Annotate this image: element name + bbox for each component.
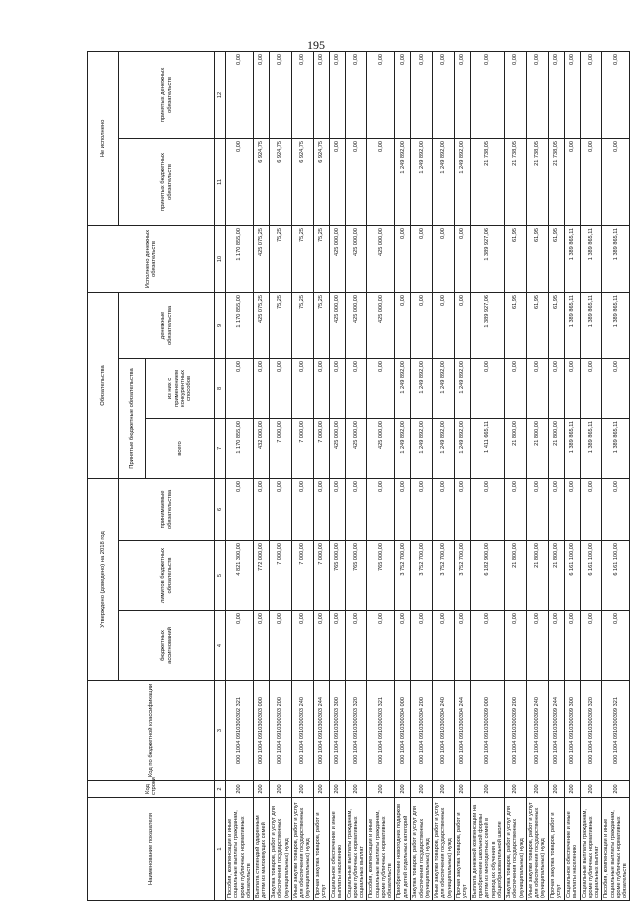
row-value-cell-c12: 0,00 — [345, 51, 367, 138]
row-value-cell-c6: 0,00 — [433, 478, 455, 540]
row-value-cell-c8: 1 249 892,00 — [395, 358, 411, 418]
row-line-code-cell: 200 — [345, 781, 367, 798]
header-name: Наименование показателя — [88, 798, 215, 901]
row-name-cell: Прочая закупка товаров, работ и услуг — [454, 798, 470, 901]
row-value-cell-c11: 0,00 — [329, 138, 345, 225]
row-value-cell-c7: 1 389 865,11 — [602, 418, 630, 478]
row-value-cell-c9: 0,00 — [454, 292, 470, 358]
row-value-cell-c8: 0,00 — [602, 358, 630, 418]
row-line-code-cell: 200 — [226, 781, 254, 798]
column-number-cell: 3 — [215, 681, 226, 781]
row-value-cell-c7: 425 000,00 — [367, 418, 395, 478]
row-value-cell-c11: 1 249 892,00 — [433, 138, 455, 225]
row-value-cell-c7: 7 000,00 — [313, 418, 329, 478]
row-value-cell-c10: 61,95 — [548, 225, 564, 292]
row-value-cell-c7: 21 800,00 — [505, 418, 527, 478]
row-value-cell-c7: 21 800,00 — [526, 418, 548, 478]
table-row — [505, 51, 527, 900]
row-budget-code-cell: 000 1004 0910300309 000 — [470, 681, 504, 781]
table-row — [345, 51, 367, 900]
row-value-cell-c4: 0,00 — [580, 611, 602, 681]
row-value-cell-c12: 0,00 — [602, 51, 630, 138]
header-nf-budget-obligations: принятых бюджетных обязательств — [119, 138, 215, 225]
row-value-cell-c10: 1 389 865,11 — [602, 225, 630, 292]
row-name-cell: Прочая закупка товаров, работ и услуг — [313, 798, 329, 901]
row-value-cell-c10: 0,00 — [411, 225, 433, 292]
table-row — [454, 51, 470, 900]
row-value-cell-c5: 6 161 100,00 — [602, 541, 630, 611]
row-value-cell-c12: 0,00 — [454, 51, 470, 138]
table-row — [329, 51, 345, 900]
header-total: всего — [146, 418, 215, 478]
row-value-cell-c9: 61,95 — [526, 292, 548, 358]
row-value-cell-c7: 21 800,00 — [548, 418, 564, 478]
row-value-cell-c7: 1 249 892,00 — [433, 418, 455, 478]
row-value-cell-c11: 6 924,75 — [254, 138, 270, 225]
row-name-cell: Закупка товаров, работ и услуг для обеспечения государственных (муниципальных) нужд — [411, 798, 433, 901]
row-value-cell-c6: 0,00 — [367, 478, 395, 540]
row-name-cell: Социальное обеспечение и иные выплаты населению — [564, 798, 580, 901]
row-line-code-cell: 200 — [470, 781, 504, 798]
row-line-code-cell: 200 — [564, 781, 580, 798]
table-row — [254, 51, 270, 900]
row-value-cell-c5: 765 000,00 — [367, 541, 395, 611]
row-value-cell-c8: 0,00 — [313, 358, 329, 418]
row-value-cell-c6: 0,00 — [345, 478, 367, 540]
row-line-code-cell: 200 — [602, 781, 630, 798]
row-value-cell-c11: 21 738,05 — [470, 138, 504, 225]
row-name-cell: Социальные выплаты гражданам, кроме публичных нормативных социальных выплат — [345, 798, 367, 901]
row-name-cell: Выплата стипендий одаренным детям из малоимущих семей — [254, 798, 270, 901]
table-row — [226, 51, 254, 900]
header-obligations-group: Обязательства — [88, 292, 119, 478]
row-value-cell-c5: 7 000,00 — [291, 541, 313, 611]
row-value-cell-c7: 425 000,00 — [329, 418, 345, 478]
row-value-cell-c5: 3 752 700,00 — [454, 541, 470, 611]
row-value-cell-c5: 21 800,00 — [505, 541, 527, 611]
row-value-cell-c6: 0,00 — [329, 478, 345, 540]
row-value-cell-c12: 0,00 — [505, 51, 527, 138]
row-line-code-cell: 200 — [548, 781, 564, 798]
row-value-cell-c8: 0,00 — [564, 358, 580, 418]
budget-execution-table — [87, 51, 630, 901]
row-value-cell-c7: 7 000,00 — [291, 418, 313, 478]
row-value-cell-c8: 0,00 — [270, 358, 292, 418]
row-value-cell-c12: 0,00 — [526, 51, 548, 138]
column-number-cell: 1 — [215, 798, 226, 901]
header-accepted-obligations: принимаемые обязательства — [119, 478, 215, 540]
row-value-cell-c7: 425 000,00 — [345, 418, 367, 478]
row-value-cell-c9: 1 389 865,11 — [564, 292, 580, 358]
header-approved-group: Утверждено (доведено) на 2018 год — [88, 478, 119, 680]
row-name-cell: Иные закупки товаров, работ и услуг для обеспечения государственных (муниципальных) нужд — [433, 798, 455, 901]
row-value-cell-c4: 0,00 — [470, 611, 504, 681]
row-budget-code-cell: 000 1004 0910300303 320 — [345, 681, 367, 781]
row-value-cell-c6: 0,00 — [470, 478, 504, 540]
column-numbers-row — [215, 51, 226, 900]
row-value-cell-c6: 0,00 — [548, 478, 564, 540]
row-value-cell-c8: 0,00 — [226, 358, 254, 418]
row-value-cell-c12: 0,00 — [395, 51, 411, 138]
row-value-cell-c6: 0,00 — [270, 478, 292, 540]
row-budget-code-cell: 000 1004 0910300303 000 — [254, 681, 270, 781]
row-value-cell-c6: 0,00 — [505, 478, 527, 540]
row-value-cell-c8: 0,00 — [505, 358, 527, 418]
row-value-cell-c11: 0,00 — [367, 138, 395, 225]
header-limits: лимитов бюджетных обязательств — [119, 541, 215, 611]
row-value-cell-c12: 0,00 — [291, 51, 313, 138]
row-value-cell-c9: 75,25 — [270, 292, 292, 358]
row-value-cell-c4: 0,00 — [505, 611, 527, 681]
row-value-cell-c4: 0,00 — [291, 611, 313, 681]
row-budget-code-cell: 000 1004 0910300303 321 — [367, 681, 395, 781]
row-value-cell-c5: 21 800,00 — [548, 541, 564, 611]
row-budget-code-cell: 000 1004 0910300304 200 — [411, 681, 433, 781]
row-value-cell-c6: 0,00 — [454, 478, 470, 540]
row-value-cell-c12: 0,00 — [433, 51, 455, 138]
row-value-cell-c11: 1 249 892,00 — [411, 138, 433, 225]
rotated-table-content — [87, 53, 628, 901]
table-row — [526, 51, 548, 900]
row-value-cell-c11: 6 924,75 — [270, 138, 292, 225]
table-row — [580, 51, 602, 900]
column-number-cell: 9 — [215, 292, 226, 358]
row-value-cell-c9: 75,25 — [291, 292, 313, 358]
row-budget-code-cell: 000 1004 0910300303 300 — [329, 681, 345, 781]
row-budget-code-cell: 000 1004 0910300303 244 — [313, 681, 329, 781]
table-body — [226, 51, 630, 900]
row-value-cell-c7: 1 411 665,11 — [470, 418, 504, 478]
row-value-cell-c4: 0,00 — [313, 611, 329, 681]
row-budget-code-cell: 000 1004 0910300302 321 — [226, 681, 254, 781]
row-value-cell-c5: 4 821 300,00 — [226, 541, 254, 611]
row-value-cell-c7: 1 249 892,00 — [395, 418, 411, 478]
row-value-cell-c11: 21 738,05 — [548, 138, 564, 225]
row-value-cell-c7: 1 249 892,00 — [411, 418, 433, 478]
row-value-cell-c9: 0,00 — [433, 292, 455, 358]
page-number: 195 — [307, 38, 325, 52]
row-line-code-cell: 200 — [454, 781, 470, 798]
row-value-cell-c5: 21 800,00 — [526, 541, 548, 611]
row-value-cell-c9: 425 075,25 — [254, 292, 270, 358]
row-line-code-cell: 200 — [367, 781, 395, 798]
row-value-cell-c8: 0,00 — [345, 358, 367, 418]
row-line-code-cell: 200 — [411, 781, 433, 798]
row-value-cell-c9: 425 000,00 — [329, 292, 345, 358]
row-value-cell-c5: 3 752 700,00 — [395, 541, 411, 611]
row-value-cell-c4: 0,00 — [411, 611, 433, 681]
row-name-cell: Иные закупки товаров, работ и услуг для обеспечения государственных (муниципальных) нужд — [291, 798, 313, 901]
row-value-cell-c11: 1 249 892,00 — [454, 138, 470, 225]
row-value-cell-c12: 0,00 — [470, 51, 504, 138]
row-value-cell-c4: 0,00 — [395, 611, 411, 681]
row-value-cell-c6: 0,00 — [254, 478, 270, 540]
row-value-cell-c10: 1 389 865,11 — [564, 225, 580, 292]
row-value-cell-c10: 425 075,25 — [254, 225, 270, 292]
row-value-cell-c10: 425 000,00 — [329, 225, 345, 292]
column-number-cell: 11 — [215, 138, 226, 225]
row-value-cell-c8: 0,00 — [254, 358, 270, 418]
row-value-cell-c10: 425 000,00 — [345, 225, 367, 292]
row-value-cell-c6: 0,00 — [313, 478, 329, 540]
row-value-cell-c10: 61,95 — [505, 225, 527, 292]
row-value-cell-c9: 1 170 855,00 — [226, 292, 254, 358]
row-value-cell-c4: 0,00 — [226, 611, 254, 681]
row-value-cell-c6: 0,00 — [602, 478, 630, 540]
table-row — [313, 51, 329, 900]
row-line-code-cell: 200 — [526, 781, 548, 798]
row-name-cell: Иные закупки товаров, работ и услуг для обеспечения государственных (муниципальных) нужд — [526, 798, 548, 901]
row-name-cell: Пособия, компенсации и иные социальные выплаты гражданам, кроме публичных нормативных обязательств — [226, 798, 254, 901]
row-value-cell-c4: 0,00 — [548, 611, 564, 681]
row-value-cell-c10: 75,25 — [291, 225, 313, 292]
row-value-cell-c5: 6 161 100,00 — [564, 541, 580, 611]
row-value-cell-c6: 0,00 — [564, 478, 580, 540]
row-value-cell-c7: 1 389 865,11 — [580, 418, 602, 478]
row-value-cell-c12: 0,00 — [254, 51, 270, 138]
row-name-cell: Закупка товаров, работ и услуг для обеспечения государственных (муниципальных) нужд — [505, 798, 527, 901]
row-value-cell-c5: 6 182 900,00 — [470, 541, 504, 611]
row-value-cell-c12: 0,00 — [329, 51, 345, 138]
row-value-cell-c10: 1 170 855,00 — [226, 225, 254, 292]
column-number-cell: 10 — [215, 225, 226, 292]
row-value-cell-c7: 432 000,00 — [254, 418, 270, 478]
row-line-code-cell: 200 — [291, 781, 313, 798]
row-value-cell-c4: 0,00 — [329, 611, 345, 681]
row-budget-code-cell: 000 1004 0910300309 321 — [602, 681, 630, 781]
row-value-cell-c6: 0,00 — [291, 478, 313, 540]
table-row — [433, 51, 455, 900]
row-name-cell: Прочая закупка товаров, работ и услуг — [548, 798, 564, 901]
row-value-cell-c12: 0,00 — [411, 51, 433, 138]
row-budget-code-cell: 000 1004 0910300309 200 — [505, 681, 527, 781]
header-accepted-budget-obligations: Принятые бюджетные обязательства — [119, 358, 146, 478]
row-name-cell: Приобретение новогодних подарков для детей отдельных категорий — [395, 798, 411, 901]
row-value-cell-c8: 1 249 892,00 — [433, 358, 455, 418]
row-value-cell-c12: 0,00 — [548, 51, 564, 138]
row-value-cell-c10: 75,25 — [313, 225, 329, 292]
row-value-cell-c5: 7 000,00 — [270, 541, 292, 611]
column-number-cell: 4 — [215, 611, 226, 681]
row-value-cell-c12: 0,00 — [564, 51, 580, 138]
row-budget-code-cell: 000 1004 0910300304 000 — [395, 681, 411, 781]
row-value-cell-c7: 7 000,00 — [270, 418, 292, 478]
row-value-cell-c5: 7 000,00 — [313, 541, 329, 611]
row-value-cell-c8: 0,00 — [367, 358, 395, 418]
row-value-cell-c10: 1 389 865,11 — [580, 225, 602, 292]
row-value-cell-c10: 1 389 927,06 — [470, 225, 504, 292]
row-line-code-cell: 200 — [433, 781, 455, 798]
column-number-cell: 5 — [215, 541, 226, 611]
column-number-cell: 12 — [215, 51, 226, 138]
table-row — [411, 51, 433, 900]
row-value-cell-c5: 6 161 100,00 — [580, 541, 602, 611]
row-value-cell-c11: 0,00 — [580, 138, 602, 225]
row-value-cell-c10: 425 000,00 — [367, 225, 395, 292]
row-value-cell-c4: 0,00 — [433, 611, 455, 681]
table-row — [548, 51, 564, 900]
row-name-cell: Пособия, компенсации и иные социальные выплаты гражданам, кроме публичных нормативных обязательств — [367, 798, 395, 901]
row-value-cell-c4: 0,00 — [270, 611, 292, 681]
header-not-fulfilled-group: Не исполнено — [88, 51, 119, 225]
row-value-cell-c9: 0,00 — [395, 292, 411, 358]
row-budget-code-cell: 000 1004 0910300309 244 — [548, 681, 564, 781]
column-number-cell: 7 — [215, 418, 226, 478]
table-row — [367, 51, 395, 900]
header-budget-allocations: бюджетных ассигнований — [119, 611, 215, 681]
row-value-cell-c8: 1 249 892,00 — [411, 358, 433, 418]
table-row — [602, 51, 630, 900]
row-value-cell-c6: 0,00 — [580, 478, 602, 540]
row-value-cell-c6: 0,00 — [526, 478, 548, 540]
row-value-cell-c8: 0,00 — [580, 358, 602, 418]
row-value-cell-c12: 0,00 — [313, 51, 329, 138]
header-line-code: Код строки — [88, 781, 215, 798]
row-budget-code-cell: 000 1004 0910300309 240 — [526, 681, 548, 781]
row-value-cell-c4: 0,00 — [602, 611, 630, 681]
row-value-cell-c8: 0,00 — [470, 358, 504, 418]
row-value-cell-c9: 0,00 — [411, 292, 433, 358]
column-number-cell: 6 — [215, 478, 226, 540]
row-value-cell-c11: 21 738,05 — [505, 138, 527, 225]
row-value-cell-c9: 1 389 865,11 — [580, 292, 602, 358]
row-value-cell-c9: 425 000,00 — [345, 292, 367, 358]
row-value-cell-c4: 0,00 — [345, 611, 367, 681]
row-line-code-cell: 200 — [329, 781, 345, 798]
row-value-cell-c8: 0,00 — [526, 358, 548, 418]
row-name-cell: Закупка товаров, работ и услуг для обеспечения государственных (муниципальных) нужд — [270, 798, 292, 901]
row-value-cell-c7: 1 389 865,11 — [564, 418, 580, 478]
row-value-cell-c5: 3 752 700,00 — [411, 541, 433, 611]
row-value-cell-c11: 0,00 — [345, 138, 367, 225]
row-name-cell: Социальные выплаты гражданам, кроме публичных нормативных социальных выплат — [580, 798, 602, 901]
row-line-code-cell: 200 — [395, 781, 411, 798]
row-value-cell-c9: 61,95 — [505, 292, 527, 358]
row-budget-code-cell: 000 1004 0910300303 240 — [291, 681, 313, 781]
row-value-cell-c5: 3 752 700,00 — [433, 541, 455, 611]
row-value-cell-c9: 75,25 — [313, 292, 329, 358]
row-value-cell-c4: 0,00 — [454, 611, 470, 681]
row-value-cell-c10: 0,00 — [395, 225, 411, 292]
header-budget-code: Код по бюджетной классификации — [88, 681, 215, 781]
row-value-cell-c10: 61,95 — [526, 225, 548, 292]
row-name-cell: Пособия, компенсации и иные социальные выплаты гражданам, кроме публичных нормативных обязательств — [602, 798, 630, 901]
row-budget-code-cell: 000 1004 0910300304 240 — [433, 681, 455, 781]
row-name-cell: Выплата денежной компенсации на приобретение школьной формы детям из многодетных семей в период их обучения в общеобразовательной школе — [470, 798, 504, 901]
table-row — [470, 51, 504, 900]
row-value-cell-c4: 0,00 — [564, 611, 580, 681]
column-number-cell: 2 — [215, 781, 226, 798]
row-value-cell-c11: 0,00 — [602, 138, 630, 225]
row-value-cell-c9: 1 389 927,06 — [470, 292, 504, 358]
row-value-cell-c9: 1 389 865,11 — [602, 292, 630, 358]
row-value-cell-c12: 0,00 — [580, 51, 602, 138]
row-value-cell-c7: 1 249 892,00 — [454, 418, 470, 478]
row-value-cell-c8: 0,00 — [548, 358, 564, 418]
row-value-cell-c8: 0,00 — [291, 358, 313, 418]
row-value-cell-c12: 0,00 — [367, 51, 395, 138]
row-value-cell-c11: 1 249 892,00 — [395, 138, 411, 225]
row-value-cell-c4: 0,00 — [526, 611, 548, 681]
row-value-cell-c11: 21 738,05 — [526, 138, 548, 225]
column-number-cell: 8 — [215, 358, 226, 418]
row-line-code-cell: 200 — [580, 781, 602, 798]
table-row — [564, 51, 580, 900]
rotated-table-frame — [87, 53, 628, 901]
row-value-cell-c8: 0,00 — [329, 358, 345, 418]
row-value-cell-c5: 765 000,00 — [329, 541, 345, 611]
row-line-code-cell: 200 — [505, 781, 527, 798]
row-budget-code-cell: 000 1004 0910300304 244 — [454, 681, 470, 781]
table-row — [291, 51, 313, 900]
row-line-code-cell: 200 — [254, 781, 270, 798]
row-value-cell-c4: 0,00 — [367, 611, 395, 681]
row-budget-code-cell: 000 1004 0910300309 320 — [580, 681, 602, 781]
row-budget-code-cell: 000 1004 0910300303 200 — [270, 681, 292, 781]
row-value-cell-c6: 0,00 — [411, 478, 433, 540]
row-value-cell-c9: 61,95 — [548, 292, 564, 358]
row-line-code-cell: 200 — [270, 781, 292, 798]
row-value-cell-c11: 0,00 — [226, 138, 254, 225]
row-value-cell-c10: 0,00 — [433, 225, 455, 292]
row-value-cell-c12: 0,00 — [226, 51, 254, 138]
row-value-cell-c10: 75,25 — [270, 225, 292, 292]
header-fulfilled: Исполнено денежных обязательств — [88, 225, 215, 292]
table-header — [88, 51, 226, 900]
row-line-code-cell: 200 — [313, 781, 329, 798]
row-value-cell-c5: 772 000,00 — [254, 541, 270, 611]
header-competitive: из них с применением конкурентных способов — [146, 358, 215, 418]
row-value-cell-c8: 1 249 892,00 — [454, 358, 470, 418]
table-row — [395, 51, 411, 900]
row-value-cell-c12: 0,00 — [270, 51, 292, 138]
table-row — [270, 51, 292, 900]
header-nf-monetary-obligations: принятых денежных обязательств — [119, 51, 215, 138]
row-value-cell-c9: 425 000,00 — [367, 292, 395, 358]
row-value-cell-c11: 0,00 — [564, 138, 580, 225]
row-value-cell-c7: 1 170 855,00 — [226, 418, 254, 478]
row-value-cell-c11: 6 924,75 — [291, 138, 313, 225]
row-value-cell-c10: 0,00 — [454, 225, 470, 292]
row-name-cell: Социальное обеспечение и иные выплаты населению — [329, 798, 345, 901]
row-budget-code-cell: 000 1004 0910300309 300 — [564, 681, 580, 781]
row-value-cell-c6: 0,00 — [395, 478, 411, 540]
row-value-cell-c11: 6 924,75 — [313, 138, 329, 225]
row-value-cell-c6: 0,00 — [226, 478, 254, 540]
row-value-cell-c4: 0,00 — [254, 611, 270, 681]
row-value-cell-c5: 765 000,00 — [345, 541, 367, 611]
header-monetary: денежные обязательства — [119, 292, 215, 358]
